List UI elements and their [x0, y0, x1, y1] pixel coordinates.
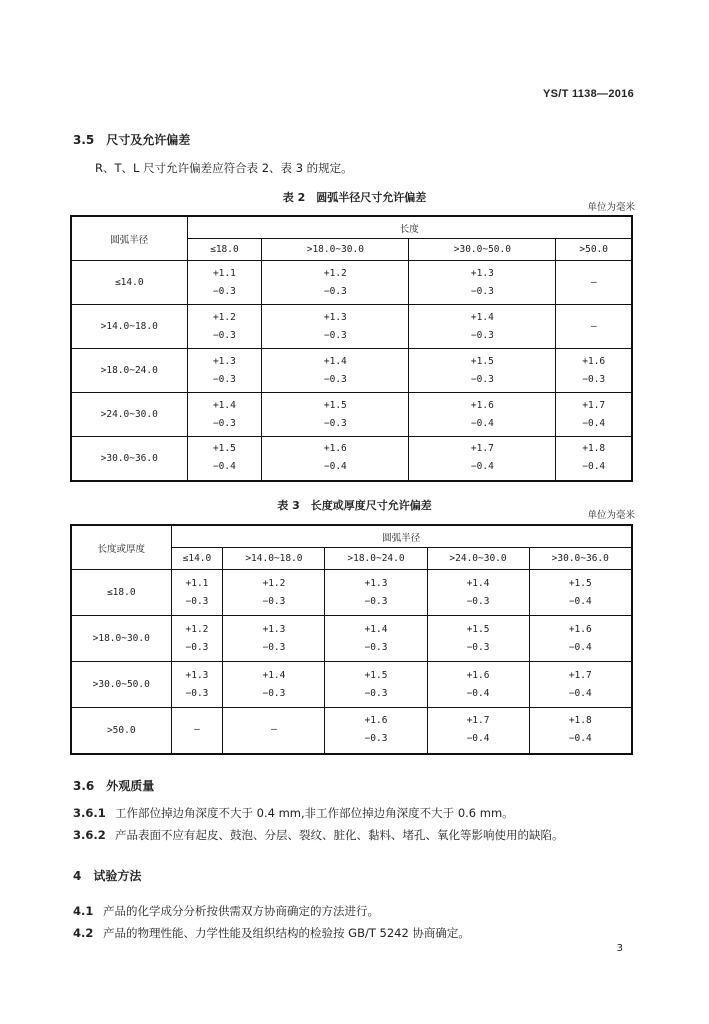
section-3-6-heading: 3.6 外观质量 — [73, 779, 155, 793]
table3-col-header: ≤14.0 — [171, 548, 223, 570]
no-value-dash: — — [194, 724, 200, 736]
tolerance-cell — [187, 437, 262, 481]
upper-tolerance: +1.6 — [470, 399, 494, 411]
tolerance-cell — [325, 708, 427, 754]
lower-tolerance: −0.3 — [185, 641, 209, 653]
table3-col-header: >30.0~36.0 — [529, 548, 632, 570]
clause-number: 3.6.1 — [73, 806, 106, 820]
upper-tolerance: +1.3 — [364, 577, 388, 589]
table2-corner-header: 圆弧半径 — [71, 216, 187, 261]
tolerance-cell — [556, 393, 632, 437]
table3-unit: 单位为毫米 — [587, 510, 635, 521]
lower-tolerance: −0.3 — [466, 641, 490, 653]
tolerance-cell — [409, 393, 556, 437]
tolerance-cell — [529, 570, 632, 616]
tolerance-cell — [262, 261, 409, 305]
table3-col-header: >24.0~30.0 — [427, 548, 529, 570]
table-row — [71, 349, 632, 393]
lower-tolerance: −0.4 — [582, 461, 606, 473]
tolerance-cell — [187, 393, 262, 437]
row-header: >18.0~24.0 — [71, 349, 187, 393]
table-row — [71, 261, 632, 305]
upper-tolerance: +1.4 — [364, 623, 388, 635]
tolerance-cell — [223, 616, 325, 662]
clause-text: 产品的化学成分分析按供需双方协商确定的方法进行。 — [103, 904, 379, 918]
upper-tolerance: +1.8 — [582, 443, 606, 455]
upper-tolerance: +1.7 — [568, 669, 592, 681]
tolerance-cell — [409, 437, 556, 481]
upper-tolerance: +1.8 — [568, 715, 592, 727]
tolerance-cell — [556, 437, 632, 481]
lower-tolerance: −0.3 — [466, 595, 490, 607]
row-header: >30.0~50.0 — [71, 662, 171, 708]
tolerance-cell — [262, 393, 409, 437]
clause-text: 工作部位掉边角深度不大于 0.4 mm,非工作部位掉边角深度不大于 0.6 mm。 — [115, 806, 514, 820]
upper-tolerance: +1.2 — [185, 623, 209, 635]
lower-tolerance: −0.3 — [185, 595, 209, 607]
lower-tolerance: −0.4 — [470, 417, 494, 429]
lower-tolerance: −0.3 — [364, 595, 388, 607]
lower-tolerance: −0.3 — [212, 329, 236, 341]
upper-tolerance: +1.2 — [323, 267, 347, 279]
clause-4-1 — [73, 903, 379, 919]
lower-tolerance: −0.4 — [568, 733, 592, 745]
tolerance-cell — [409, 261, 556, 305]
lower-tolerance: −0.3 — [470, 373, 494, 385]
upper-tolerance: +1.5 — [323, 399, 347, 411]
upper-tolerance: +1.7 — [470, 443, 494, 455]
upper-tolerance: +1.5 — [466, 623, 490, 635]
table2-col-header: >50.0 — [556, 239, 632, 261]
upper-tolerance: +1.4 — [212, 399, 236, 411]
upper-tolerance: +1.6 — [568, 623, 592, 635]
table-row — [71, 616, 632, 662]
section-4-heading: 4 试验方法 — [73, 869, 142, 883]
upper-tolerance: +1.6 — [582, 355, 606, 367]
lower-tolerance: −0.3 — [323, 373, 347, 385]
section-3-5-text: R、T、L 尺寸允许偏差应符合表 2、表 3 的规定。 — [95, 161, 353, 175]
clause-3-6-1 — [73, 805, 514, 821]
upper-tolerance: +1.3 — [262, 623, 286, 635]
table2-caption: 表 2 圆弧半径尺寸允许偏差 — [282, 191, 427, 204]
row-header: ≤14.0 — [71, 261, 187, 305]
tolerance-cell — [529, 662, 632, 708]
upper-tolerance: +1.4 — [262, 669, 286, 681]
table3-col-header: >18.0~24.0 — [325, 548, 427, 570]
tolerance-cell — [556, 349, 632, 393]
table3 — [70, 524, 633, 755]
tolerance-cell — [187, 305, 262, 349]
tolerance-cell — [262, 349, 409, 393]
tolerance-cell — [171, 616, 223, 662]
tolerance-cell — [262, 305, 409, 349]
table-row — [71, 708, 632, 754]
tolerance-cell — [409, 349, 556, 393]
tolerance-cell — [529, 616, 632, 662]
lower-tolerance: −0.4 — [568, 595, 592, 607]
lower-tolerance: −0.3 — [323, 329, 347, 341]
upper-tolerance: +1.5 — [364, 669, 388, 681]
lower-tolerance: −0.3 — [582, 373, 606, 385]
page-number: 3 — [616, 943, 623, 954]
tolerance-cell — [171, 662, 223, 708]
tolerance-cell — [223, 570, 325, 616]
table2 — [70, 215, 633, 482]
upper-tolerance: +1.6 — [466, 669, 490, 681]
table-row — [71, 662, 632, 708]
clause-text: 产品的物理性能、力学性能及组织结构的检验按 GB/T 5242 协商确定。 — [103, 926, 470, 940]
lower-tolerance: −0.3 — [323, 417, 347, 429]
tolerance-cell — [556, 305, 632, 349]
lower-tolerance: −0.3 — [323, 285, 347, 297]
table2-col-header: >30.0~50.0 — [409, 239, 556, 261]
clause-3-6-2 — [73, 827, 564, 843]
table2-col-header: ≤18.0 — [187, 239, 262, 261]
lower-tolerance: −0.3 — [262, 595, 286, 607]
upper-tolerance: +1.6 — [323, 443, 347, 455]
table3-caption: 表 3 长度或厚度尺寸允许偏差 — [277, 499, 432, 512]
table-row — [71, 305, 632, 349]
row-header: >24.0~30.0 — [71, 393, 187, 437]
tolerance-cell — [427, 708, 529, 754]
upper-tolerance: +1.5 — [568, 577, 592, 589]
upper-tolerance: +1.3 — [470, 267, 494, 279]
upper-tolerance: +1.2 — [262, 577, 286, 589]
table2-group-header: 长度 — [187, 216, 632, 239]
row-header: ≤18.0 — [71, 570, 171, 616]
tolerance-cell — [187, 261, 262, 305]
upper-tolerance: +1.4 — [323, 355, 347, 367]
clause-number: 3.6.2 — [73, 828, 106, 842]
no-value-dash: — — [590, 320, 597, 332]
row-header: >18.0~30.0 — [71, 616, 171, 662]
upper-tolerance: +1.1 — [185, 577, 209, 589]
table3-corner-header: 长度或厚度 — [71, 525, 171, 570]
tolerance-cell — [325, 570, 427, 616]
lower-tolerance: −0.3 — [262, 687, 286, 699]
tolerance-cell — [187, 349, 262, 393]
lower-tolerance: −0.3 — [364, 733, 388, 745]
section-3-5-heading: 3.5 尺寸及允许偏差 — [73, 133, 191, 147]
lower-tolerance: −0.3 — [364, 641, 388, 653]
tolerance-cell — [325, 616, 427, 662]
clause-number: 4.2 — [73, 926, 94, 940]
tolerance-cell — [171, 708, 223, 754]
tolerance-cell — [223, 662, 325, 708]
lower-tolerance: −0.3 — [212, 417, 236, 429]
no-value-dash: — — [590, 276, 597, 288]
lower-tolerance: −0.3 — [212, 373, 236, 385]
tolerance-cell — [529, 708, 632, 754]
lower-tolerance: −0.4 — [466, 733, 490, 745]
row-header: >30.0~36.0 — [71, 437, 187, 481]
lower-tolerance: −0.3 — [470, 329, 494, 341]
table2-col-header: >18.0~30.0 — [262, 239, 409, 261]
tolerance-cell — [427, 570, 529, 616]
lower-tolerance: −0.4 — [568, 687, 592, 699]
upper-tolerance: +1.1 — [212, 267, 236, 279]
lower-tolerance: −0.4 — [212, 461, 236, 473]
table-row — [71, 570, 632, 616]
lower-tolerance: −0.4 — [470, 461, 494, 473]
upper-tolerance: +1.5 — [470, 355, 494, 367]
table3-group-header: 圆弧半径 — [171, 525, 632, 548]
lower-tolerance: −0.3 — [470, 285, 494, 297]
clause-4-2 — [73, 925, 470, 941]
clause-number: 4.1 — [73, 904, 94, 918]
table3-col-header: >14.0~18.0 — [223, 548, 325, 570]
lower-tolerance: −0.3 — [364, 687, 388, 699]
tolerance-cell — [171, 570, 223, 616]
upper-tolerance: +1.5 — [212, 443, 236, 455]
upper-tolerance: +1.3 — [185, 669, 209, 681]
table-row — [71, 437, 632, 481]
tolerance-cell — [556, 261, 632, 305]
lower-tolerance: −0.3 — [185, 687, 209, 699]
upper-tolerance: +1.2 — [212, 311, 236, 323]
no-value-dash: — — [271, 724, 277, 736]
lower-tolerance: −0.3 — [212, 285, 236, 297]
tolerance-cell — [325, 662, 427, 708]
upper-tolerance: +1.4 — [466, 577, 490, 589]
lower-tolerance: −0.4 — [323, 461, 347, 473]
standard-number: YS/T 1138—2016 — [542, 88, 634, 100]
row-header: >14.0~18.0 — [71, 305, 187, 349]
tolerance-cell — [427, 662, 529, 708]
tolerance-cell — [427, 616, 529, 662]
table-row — [71, 393, 632, 437]
lower-tolerance: −0.4 — [568, 641, 592, 653]
tolerance-cell — [409, 305, 556, 349]
lower-tolerance: −0.4 — [466, 687, 490, 699]
upper-tolerance: +1.6 — [364, 715, 388, 727]
table2-unit: 单位为毫米 — [587, 202, 635, 213]
lower-tolerance: −0.4 — [582, 417, 606, 429]
upper-tolerance: +1.7 — [582, 399, 606, 411]
upper-tolerance: +1.4 — [470, 311, 494, 323]
lower-tolerance: −0.3 — [262, 641, 286, 653]
clause-text: 产品表面不应有起皮、鼓泡、分层、裂纹、脏化、黏料、堵孔、氧化等影响使用的缺陷。 — [115, 828, 564, 842]
row-header: >50.0 — [71, 708, 171, 754]
upper-tolerance: +1.7 — [466, 715, 490, 727]
tolerance-cell — [223, 708, 325, 754]
upper-tolerance: +1.3 — [323, 311, 347, 323]
tolerance-cell — [262, 437, 409, 481]
upper-tolerance: +1.3 — [212, 355, 236, 367]
